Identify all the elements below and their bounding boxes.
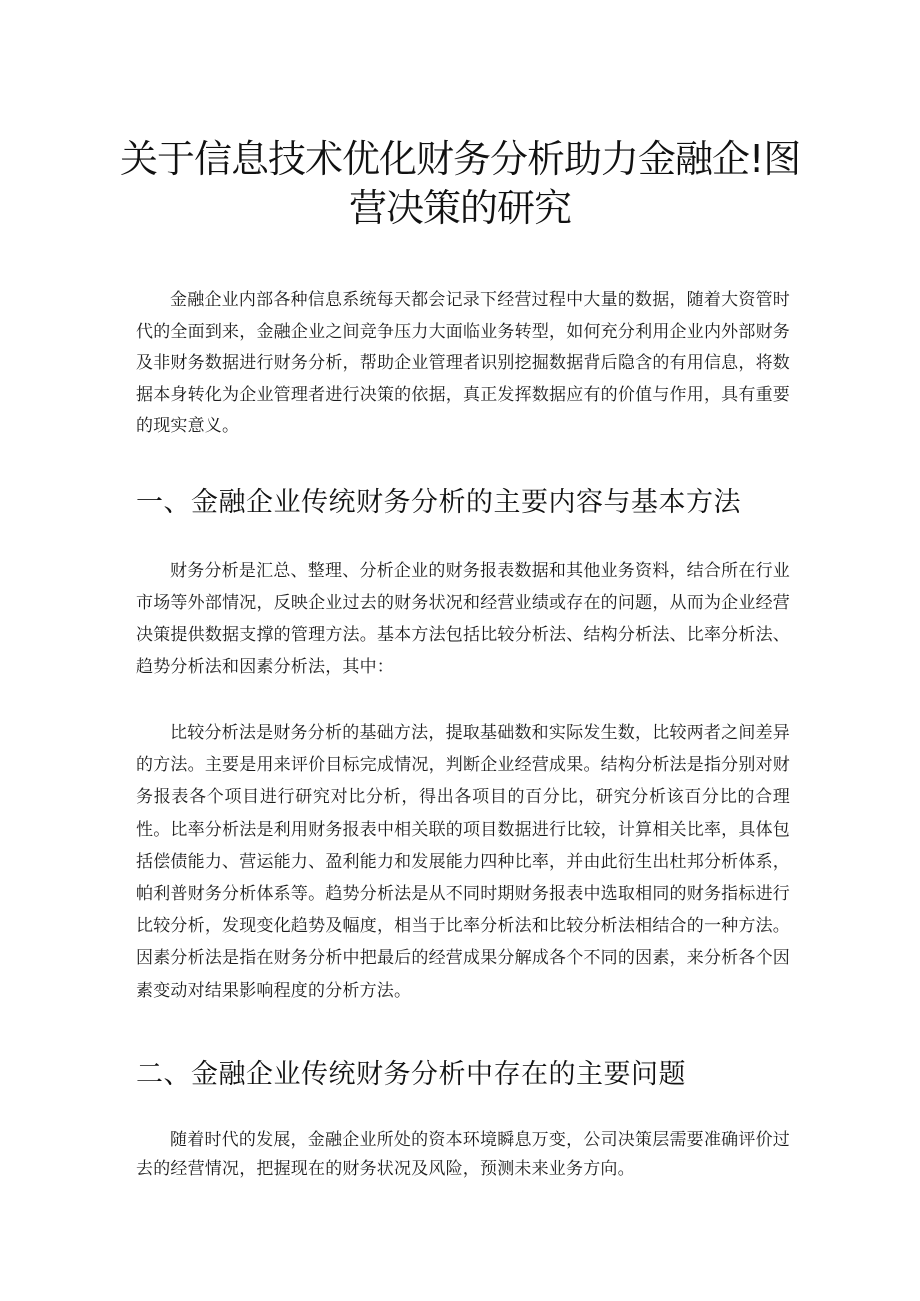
section1-heading: 一、金融企业传统财务分析的主要内容与基本方法 [136,487,741,518]
section2-heading: 二、金融企业传统财务分析中存在的主要问题 [136,1059,686,1090]
section1-paragraph-1: 财务分析是汇总、整理、分析企业的财务报表数据和其他业务资料，结合所在行业市场等外部情况，反映企业过去的财务状况和经营业绩或存在的问题，从而为企业经营决策提供数据支撑的管理方法。基本方法包括比较分析法、结构分析法、比率分析法、趋势分析法和因素分析法，其中： [136,561,790,677]
section1-paragraph-2: 比较分析法是财务分析的基础方法，提取基础数和实际发生数，比较两者之间差异的方法。主要是用来评价目标完成情况，判断企业经营成果。结构分析法是指分别对财务报表各个项目进行研究对比分析，得出各项目的百分比，研究分析该百分比的合理性。比率分析法是利用财务报表中相关联的项目数据进行比较，计算相关比率，具体包括偿债能力、营运能力、盈利能力和发展能力四种比率，并由此衍生出杜邦分析体系，帕利普财务分析体系等。趋势分析法是从不同时期财务报表中选取相同的财务指标进行比较分析，发现变化趋势及幅度，相当于比率分析法和比较分析法相结合的一种方法。因素分析法是指在财务分析中把最后的经营成果分解成各个不同的因素，来分析各个因素变动对结果影响程度的分析方法。 [136,723,790,1001]
section2-paragraph-1: 随着时代的发展，金融企业所处的资本环境瞬息万变，公司决策层需要准确评价过去的经营情况，把握现在的财务状况及风险，预测未来业务方向。 [136,1130,790,1179]
document-title-line1: 关于信息技术优化财务分析助力金融企!图 [120,137,801,181]
document-title-line2: 营决策的研究 [348,186,571,230]
intro-paragraph: 金融企业内部各种信息系统每天都会记录下经营过程中大量的数据，随着大资管时代的全面到来，金融企业之间竞争压力大面临业务转型，如何充分利用企业内外部财务及非财务数据进行财务分析，帮助企业管理者识别挖掘数据背后隐含的有用信息，将数据本身转化为企业管理者进行决策的依据，真正发挥数据应有的价值与作用，具有重要的现实意义。 [136,290,790,436]
